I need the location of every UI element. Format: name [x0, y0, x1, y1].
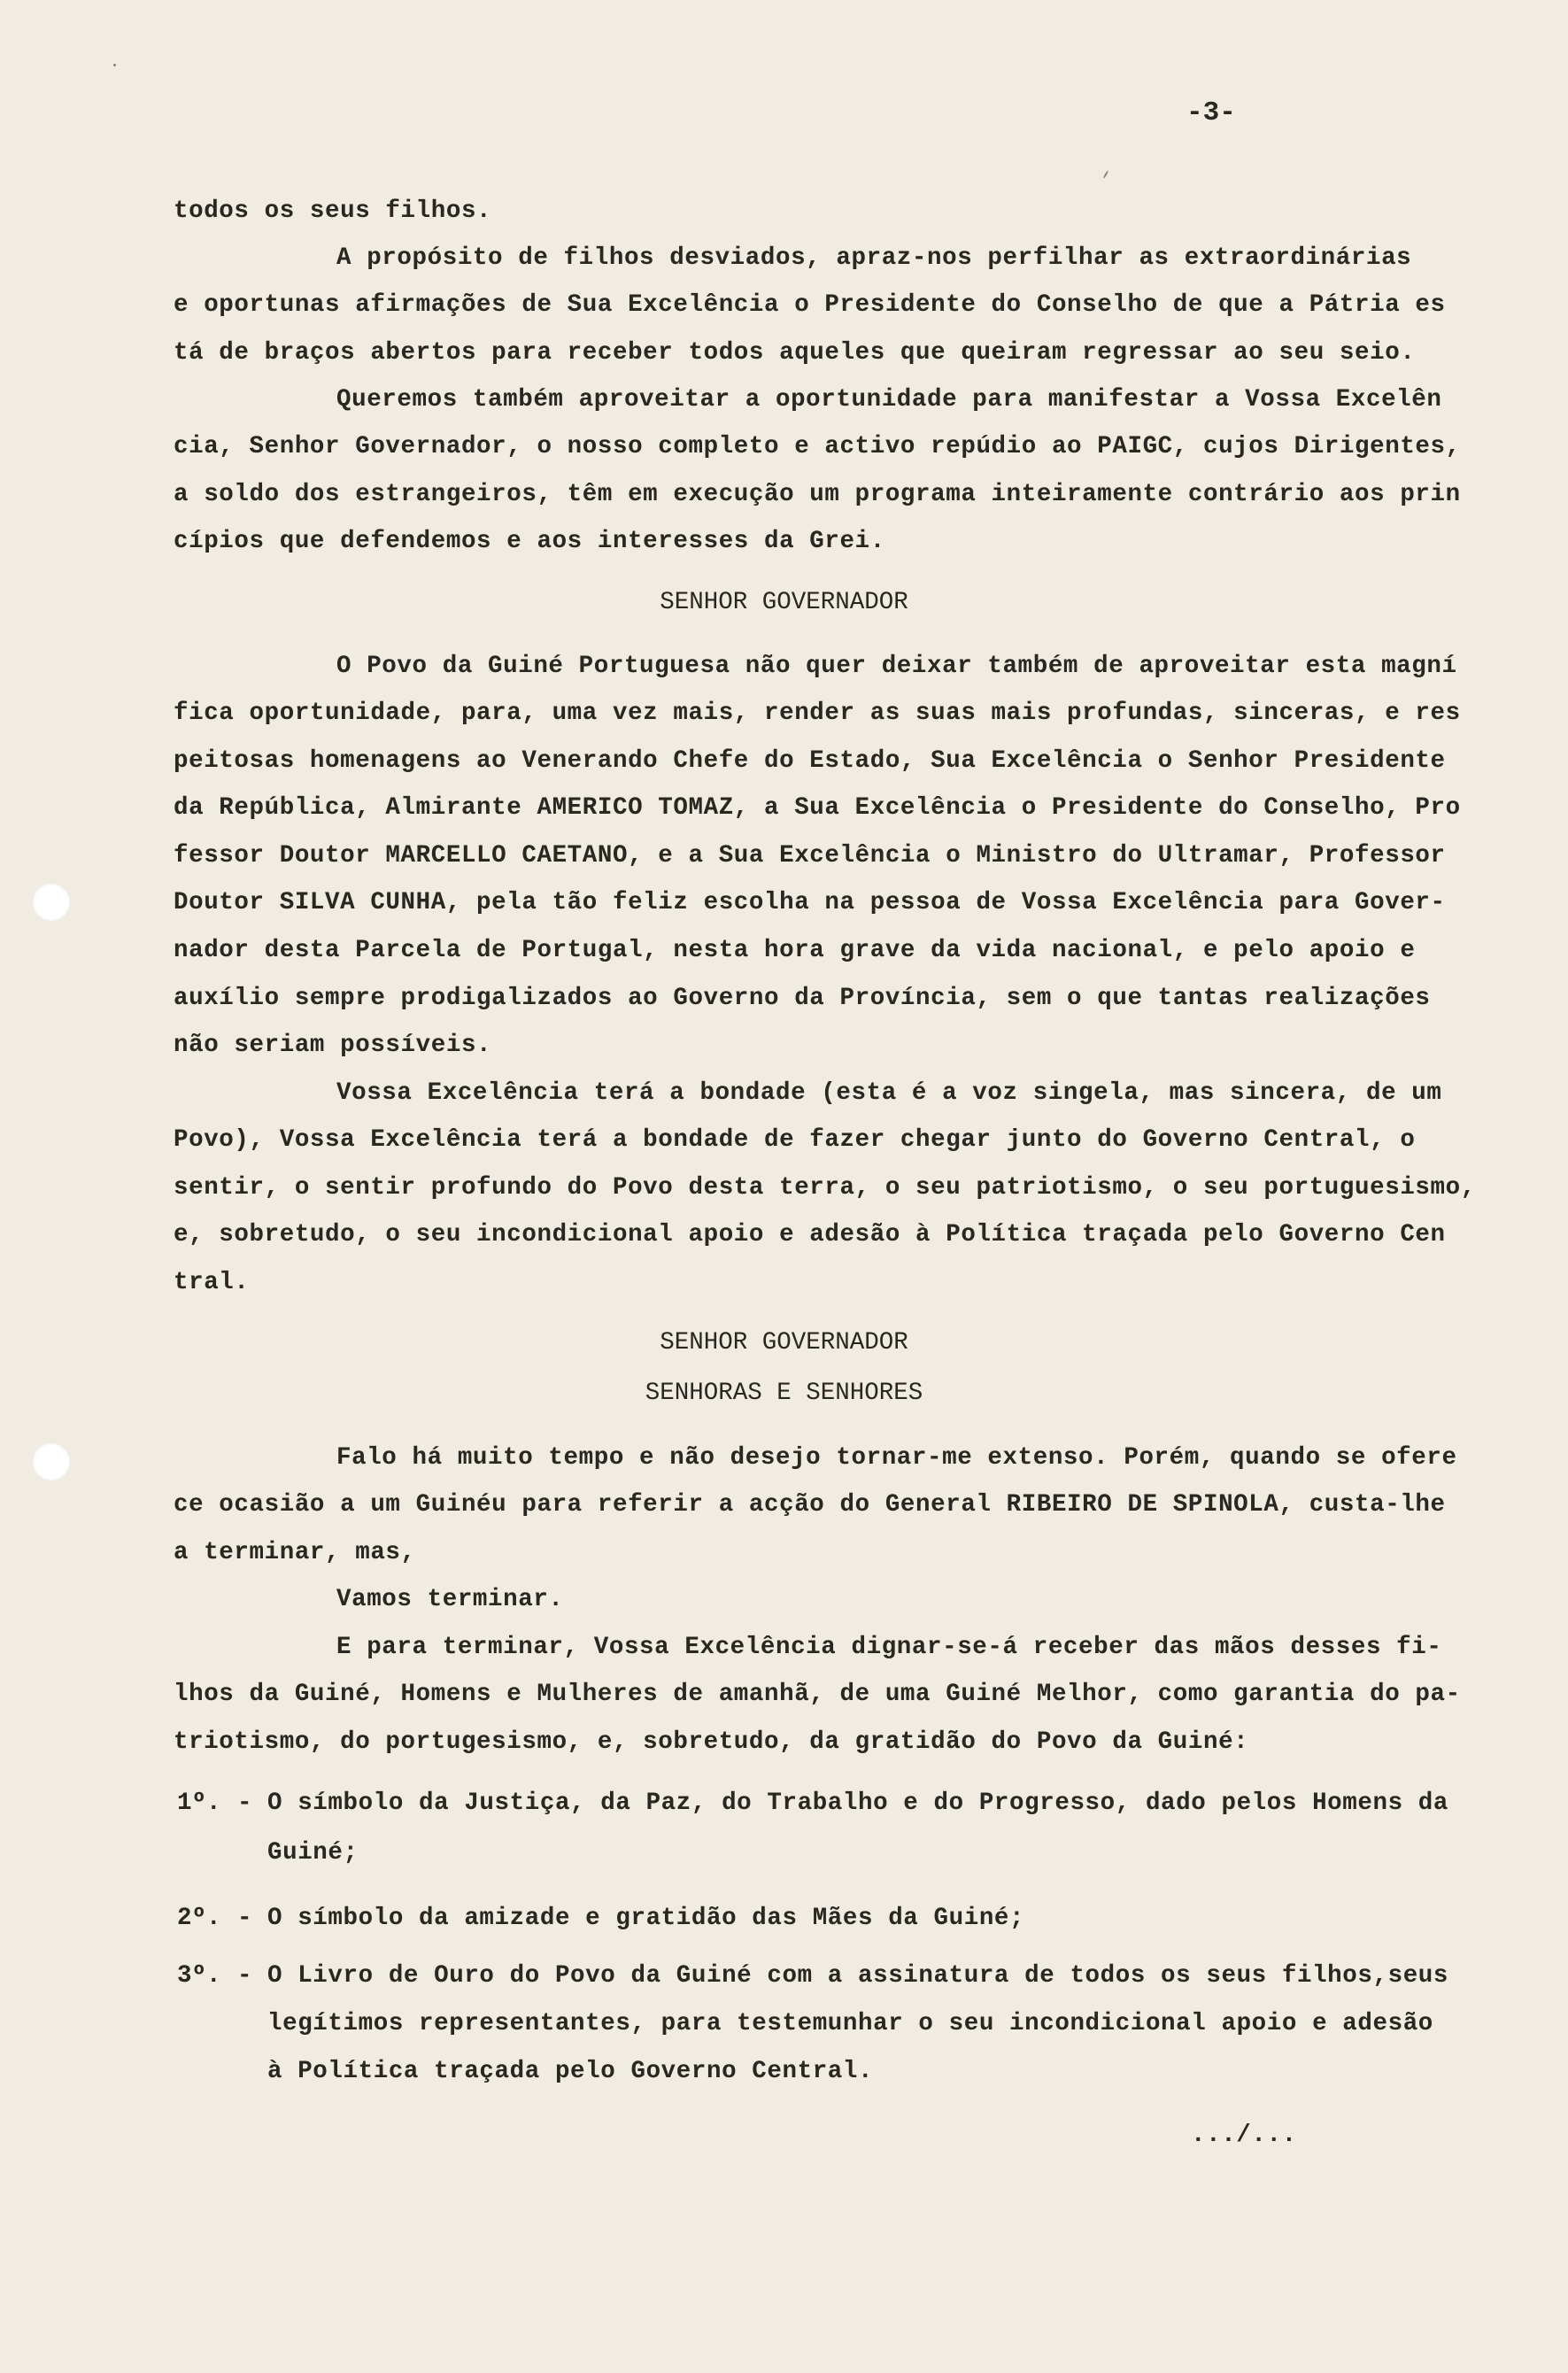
section-heading: SENHORAS E SENHORES: [645, 1380, 923, 1407]
list-item-number: 2º.: [177, 1905, 221, 1932]
text-line: não seriam possíveis.: [174, 1032, 492, 1059]
text-line: todos os seus filhos.: [174, 197, 492, 225]
list-item-number: 1º.: [177, 1789, 221, 1817]
punch-hole: [33, 884, 70, 921]
text-line: nador desta Parcela de Portugal, nesta hora grave da vida nacional, e pelo apoio e: [174, 937, 1416, 964]
list-item-dash: -: [237, 1962, 252, 1990]
text-line: cípios que defendemos e aos interesses da Grei.: [174, 528, 885, 555]
list-item-number: 3º.: [177, 1962, 221, 1990]
text-line: A propósito de filhos desviados, apraz-nos perfilhar as extraordinárias: [336, 244, 1412, 272]
continuation-mark: .../...: [1191, 2122, 1297, 2149]
list-item-text: O símbolo da Justiça, da Paz, do Trabalho e do Progresso, dado pelos Homens da: [267, 1789, 1449, 1817]
text-line: e, sobretudo, o seu incondicional apoio e adesão à Política traçada pelo Governo Cen: [174, 1221, 1446, 1248]
list-item-text: legítimos representantes, para testemunhar o seu incondicional apoio e adesão: [267, 2010, 1433, 2037]
text-line: ce ocasião a um Guinéu para referir a acção do General RIBEIRO DE SPINOLA, custa-lhe: [174, 1491, 1446, 1519]
text-line: auxílio sempre prodigalizados ao Governo da Província, sem o que tantas realizações: [174, 985, 1431, 1012]
text-line: sentir, o sentir profundo do Povo desta terra, o seu patriotismo, o seu portuguesismo,: [174, 1174, 1476, 1202]
text-line: Queremos também aproveitar a oportunidade para manifestar a Vossa Excelên: [336, 386, 1442, 414]
text-line: Falo há muito tempo e não desejo tornar-me extenso. Porém, quando se ofere: [336, 1444, 1457, 1472]
text-line: cia, Senhor Governador, o nosso completo e activo repúdio ao PAIGC, cujos Dirigentes,: [174, 433, 1461, 460]
text-line: fica oportunidade, para, uma vez mais, render as suas mais profundas, sinceras, e res: [174, 700, 1461, 727]
page-number: -3-: [1186, 97, 1236, 128]
text-line: Vossa Excelência terá a bondade (esta é a voz singela, mas sincera, de um: [336, 1079, 1442, 1107]
text-line: fessor Doutor MARCELLO CAETANO, e a Sua Excelência o Ministro do Ultramar, Professor: [174, 842, 1446, 870]
section-heading: SENHOR GOVERNADOR: [660, 589, 908, 616]
text-line: tá de braços abertos para receber todos aqueles que queiram regressar ao seu seio.: [174, 339, 1416, 367]
section-heading: SENHOR GOVERNADOR: [660, 1329, 908, 1357]
text-line: lhos da Guiné, Homens e Mulheres de amanhã, de uma Guiné Melhor, como garantia do pa-: [174, 1681, 1461, 1708]
text-line: Vamos terminar.: [336, 1586, 564, 1613]
list-item-dash: -: [237, 1789, 252, 1817]
text-line: peitosas homenagens ao Venerando Chefe do Estado, Sua Excelência o Senhor Presidente: [174, 747, 1446, 775]
text-line: E para terminar, Vossa Excelência dignar-se-á receber das mãos desses fi-: [336, 1634, 1442, 1661]
text-line: tral.: [174, 1269, 250, 1296]
list-item-dash: -: [237, 1905, 252, 1932]
text-line: Doutor SILVA CUNHA, pela tão feliz escolha na pessoa de Vossa Excelência para Gover-: [174, 889, 1446, 916]
text-line: a soldo dos estrangeiros, têm em execução um programa inteiramente contrário aos prin: [174, 481, 1461, 508]
list-item-text: à Política traçada pelo Governo Central.: [267, 2058, 874, 2085]
paper-speck: [1103, 170, 1109, 179]
list-item-text: O símbolo da amizade e gratidão das Mães da Guiné;: [267, 1905, 1025, 1932]
text-line: a terminar, mas,: [174, 1539, 416, 1566]
text-line: da República, Almirante AMERICO TOMAZ, a Sua Excelência o Presidente do Conselho, Pro: [174, 794, 1461, 822]
text-line: triotismo, do portugesismo, e, sobretudo, da gratidão do Povo da Guiné:: [174, 1728, 1249, 1756]
text-line: Povo), Vossa Excelência terá a bondade de fazer chegar junto do Governo Central, o: [174, 1126, 1416, 1154]
paper-speck: [113, 64, 116, 66]
punch-hole: [33, 1443, 70, 1480]
list-item-text: Guiné;: [267, 1839, 359, 1867]
list-item-text: O Livro de Ouro do Povo da Guiné com a assinatura de todos os seus filhos,seus: [267, 1962, 1449, 1990]
text-line: O Povo da Guiné Portuguesa não quer deixar também de aproveitar esta magní: [336, 653, 1457, 680]
text-line: e oportunas afirmações de Sua Excelência o Presidente do Conselho de que a Pátria es: [174, 291, 1446, 319]
